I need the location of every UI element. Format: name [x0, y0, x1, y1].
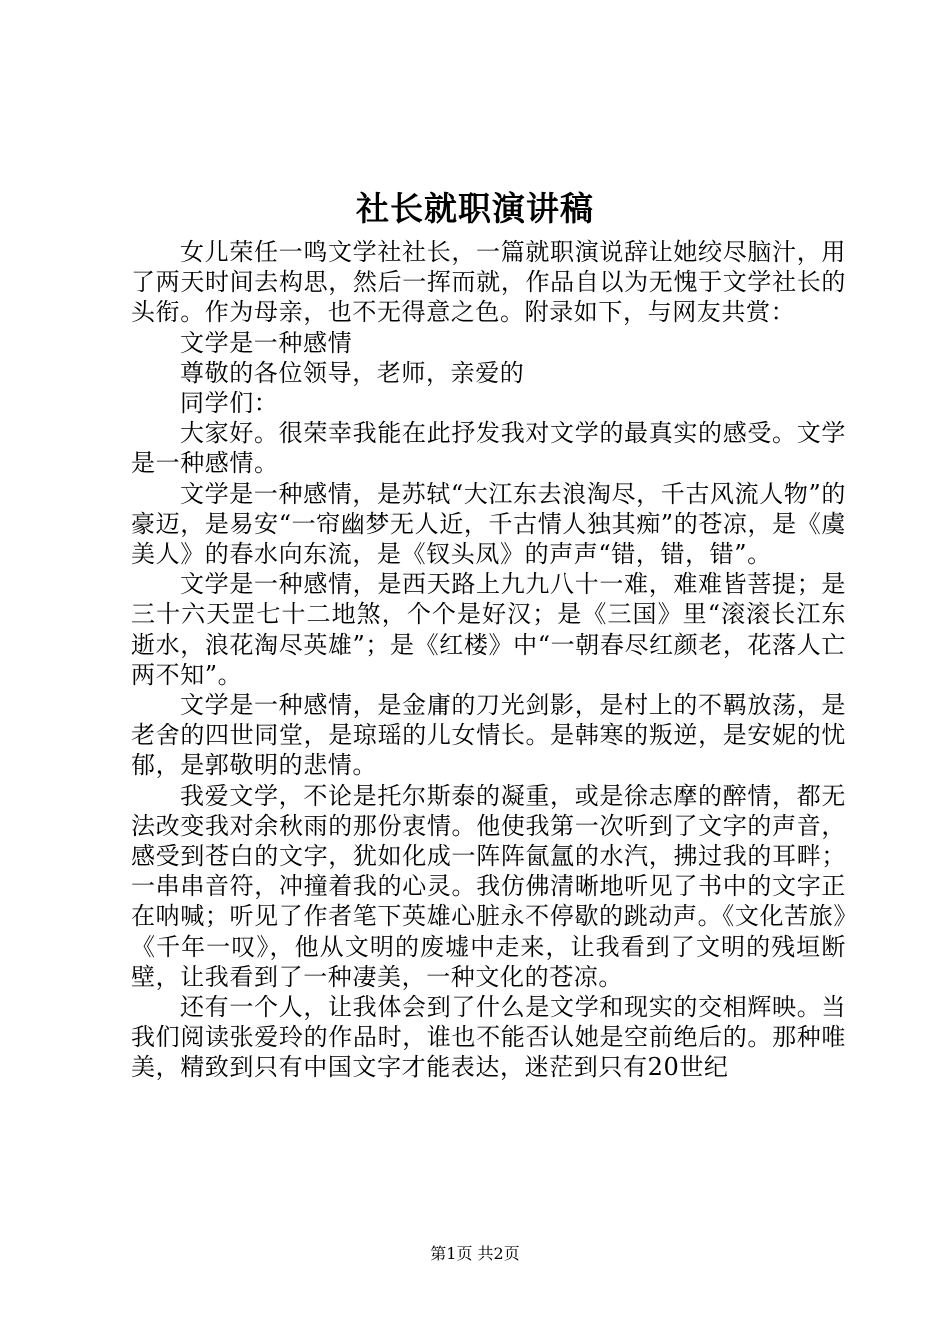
document-title: 社长就职演讲稿	[356, 189, 594, 228]
paragraph-body: 文学是一种感情，是金庸的刀光剑影，是村上的不羁放荡，是老舍的四世同堂，是琼瑶的儿女情长。是韩寒的叛逆，是安妮的忧郁，是郭敬明的悲情。	[131, 691, 846, 780]
paragraph-body: 还有一个人，让我体会到了什么是文学和现实的交相辉映。当我们阅读张爱玲的作品时，谁也不能否认她是空前绝后的。那种唯美，精致到只有中国文字才能表达，迷茫到只有20世纪	[131, 993, 846, 1082]
paragraph-salutation-cont: 同学们：	[180, 389, 279, 418]
paragraph-body: 文学是一种感情，是西天路上九九八十一难，难难皆菩提；是三十六天罡七十二地煞，个个是好汉；是《三国》里“滚滚长江东逝水，浪花淘尽英雄”；是《红楼》中“一朝春尽红颜老，花落人亡两不知”。	[131, 570, 846, 689]
paragraph-body: 文学是一种感情，是苏轼“大江东去浪淘尽，千古风流人物”的豪迈，是易安“一帘幽梦无人近，千古情人独其痴”的苍凉，是《虞美人》的春水向东流，是《钗头凤》的声声“错，错，错”。	[131, 479, 846, 569]
paragraph-body: 我爱文学，不论是托尔斯泰的凝重，或是徐志摩的醉情，都无法改变我对余秋雨的那份衷情。他使我第一次听到了文字的声音，感受到苍白的文字，犹如化成一阵阵氤氲的水汽，拂过我的耳畔；一串串音符，冲撞着我的心灵。我仿佛清晰地听见了书中的文字正在呐喊；听见了作者笔下英雄心脏永不停歇的跳动声。《文化苦旅》《千年一叹》，他从文明的废墟中走来，让我看到了文明的残垣断壁，让我看到了一种凄美，一种文化的苍凉。	[131, 781, 846, 991]
paragraph-speech-title: 文学是一种感情	[180, 328, 353, 357]
paragraph-intro: 女儿荣任一鸣文学社社长，一篇就职演说辞让她绞尽脑汁，用了两天时间去构思，然后一挥而就，作品自以为无愧于文学社长的头衔。作为母亲，也不无得意之色。附录如下，与网友共赏：	[131, 238, 846, 327]
paragraph-salutation: 尊敬的各位领导，老师，亲爱的	[180, 358, 525, 387]
paragraph-greeting: 大家好。很荣幸我能在此抒发我对文学的最真实的感受。文学是一种感情。	[131, 419, 846, 478]
document-body	[131, 237, 846, 1083]
page-footer: 第1页 共2页	[430, 1244, 520, 1263]
